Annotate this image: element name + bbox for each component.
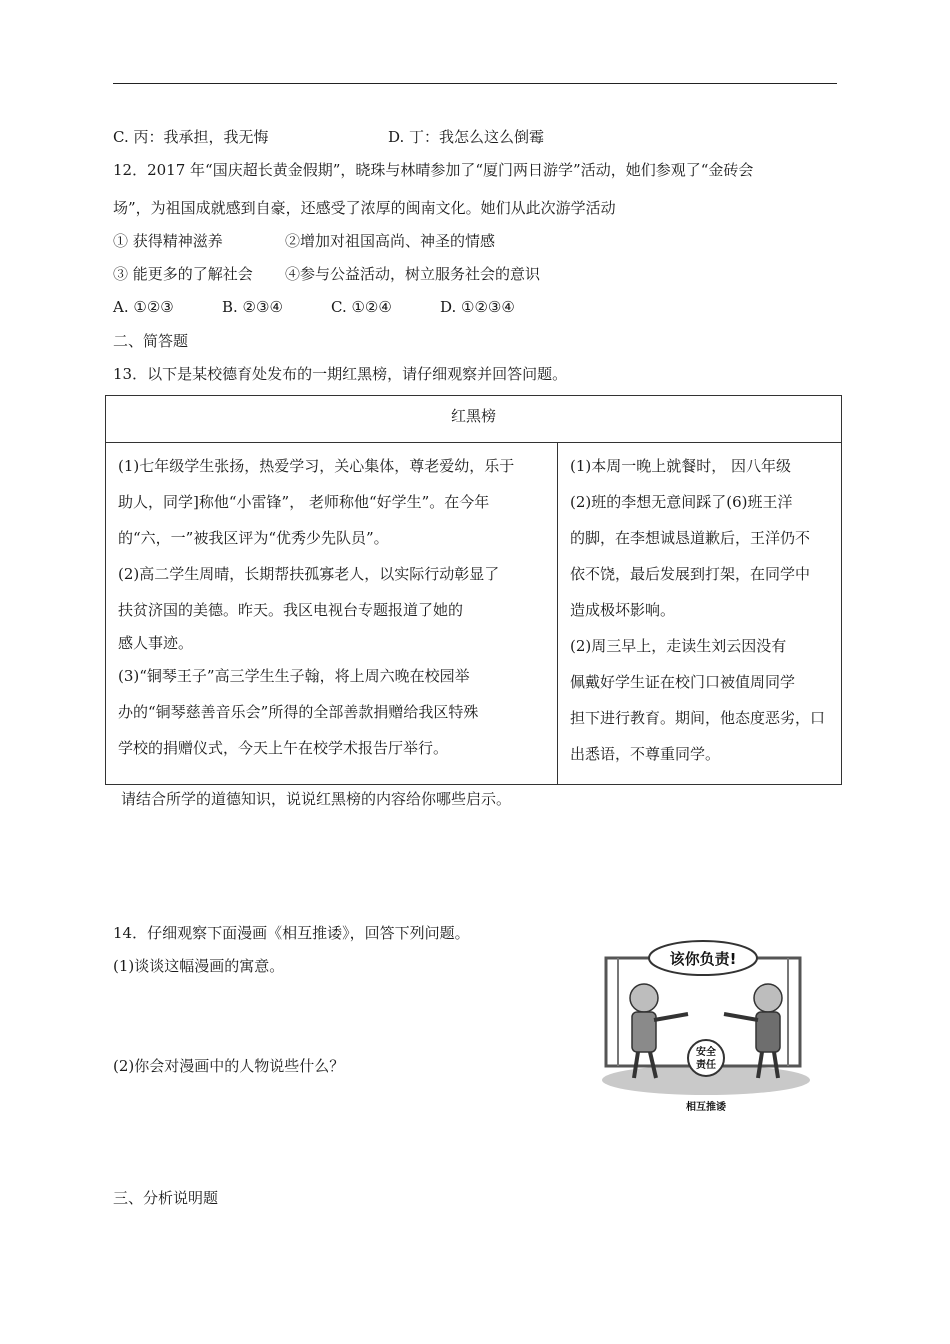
red-list-line: (3)“铜琴王子”高三学生生子翰，将上周六晚在校园举 (118, 667, 470, 685)
cartoon-caption: 相互推诿 (686, 1102, 726, 1113)
q13-stem: 13．以下是某校德育处发布的一期红黑榜，请仔细观察并回答问题。 (113, 365, 568, 383)
badge-text-line1: 安全 (696, 1047, 716, 1058)
red-list-line: 办的“铜琴慈善音乐会”所得的全部善款捐赠给我区特殊 (118, 703, 479, 721)
q12-item-4: ④参与公益活动，树立服务社会的意识 (285, 265, 541, 283)
cartoon-image (598, 940, 812, 1116)
red-list-line: 的“六，一”被我区评为“优秀少先队员”。 (118, 529, 389, 547)
black-list-cell (570, 448, 840, 772)
right-figure (724, 984, 782, 1078)
q11-option-d: D. 丁：我怎么这么倒霉 (388, 128, 545, 146)
red-list-line: (2)高二学生周晴，长期帮扶孤寡老人，以实际行动彰显了 (118, 565, 500, 583)
black-list-line: 依不饶，最后发展到打架，在同学中 (570, 565, 811, 583)
black-list-line: (2)周三早上，走读生刘云因没有 (570, 637, 787, 655)
black-list-line: 佩戴好学生证在校门口被值周同学 (570, 673, 796, 691)
q12-item-1: ① 获得精神滋养 (113, 232, 223, 250)
q14-sub-question-2: (2)你会对漫画中的人物说些什么？ (113, 1057, 345, 1075)
left-figure (630, 984, 688, 1078)
q13-question: 请结合所学的道德知识，说说红黑榜的内容给你哪些启示。 (121, 790, 512, 808)
badge-text-line2: 责任 (696, 1060, 716, 1071)
q12-item-2: ②增加对祖国高尚、神圣的情感 (285, 232, 496, 250)
header-rule (113, 83, 837, 84)
red-list-line: 学校的捐赠仪式，今天上午在校学术报告厅举行。 (118, 739, 449, 757)
red-list-line: (1)七年级学生张扬，热爱学习，关心集体，尊老爱幼，乐于 (118, 457, 515, 475)
q12-option-b: B. ②③④ (222, 298, 283, 316)
red-list-cell (118, 448, 550, 766)
q11-option-c: C. 丙：我承担，我无悔 (113, 128, 269, 146)
q12-item-3: ③ 能更多的了解社会 (113, 265, 253, 283)
q12-stem-line1: 12．2017 年“国庆超长黄金假期”，晓珠与林晴参加了“厦门两日游学”活动，她们参观了“金砖会 (113, 161, 754, 179)
black-list-line: 造成极坏影响。 (570, 601, 676, 619)
black-list-line: 担下进行教育。期间，他态度恶劣，口 (570, 709, 826, 727)
table-divider (557, 442, 558, 784)
red-black-list-table (105, 395, 842, 785)
table-title: 红黑榜 (106, 396, 841, 443)
q12-stem-line2: 场”，为祖国成就感到自豪，还感受了浓厚的闽南文化。她们从此次游学活动 (113, 199, 616, 217)
speech-bubble-text: 该你负责! (669, 950, 737, 968)
red-list-line: 助人，同学]称他“小雷锋”， 老师称他“好学生”。在今年 (118, 493, 490, 511)
section-3-heading: 三、分析说明题 (113, 1189, 219, 1207)
section-2-heading: 二、简答题 (113, 332, 189, 350)
red-list-line: 扶贫济国的美德。昨天。我区电视台专题报道了她的 (118, 601, 464, 619)
q12-option-d: D. ①②③④ (440, 298, 515, 316)
q12-option-a: A. ①②③ (113, 298, 174, 316)
q14-sub-question-1: (1)谈谈这幅漫画的寓意。 (113, 957, 285, 975)
black-list-line: 的脚，在李想诚恳道歉后，王洋仍不 (570, 529, 811, 547)
q14-stem: 14．仔细观察下面漫画《相互推诿》，回答下列问题。 (113, 924, 470, 942)
black-list-line: (1)本周一晚上就餐时， 因八年级 (570, 457, 792, 475)
red-list-line: 感人事迹。 (118, 634, 194, 652)
q12-option-c: C. ①②④ (331, 298, 392, 316)
black-list-line: 出悉语，不尊重同学。 (570, 745, 721, 763)
black-list-line: (2)班的李想无意间踩了(6)班王洋 (570, 493, 793, 511)
